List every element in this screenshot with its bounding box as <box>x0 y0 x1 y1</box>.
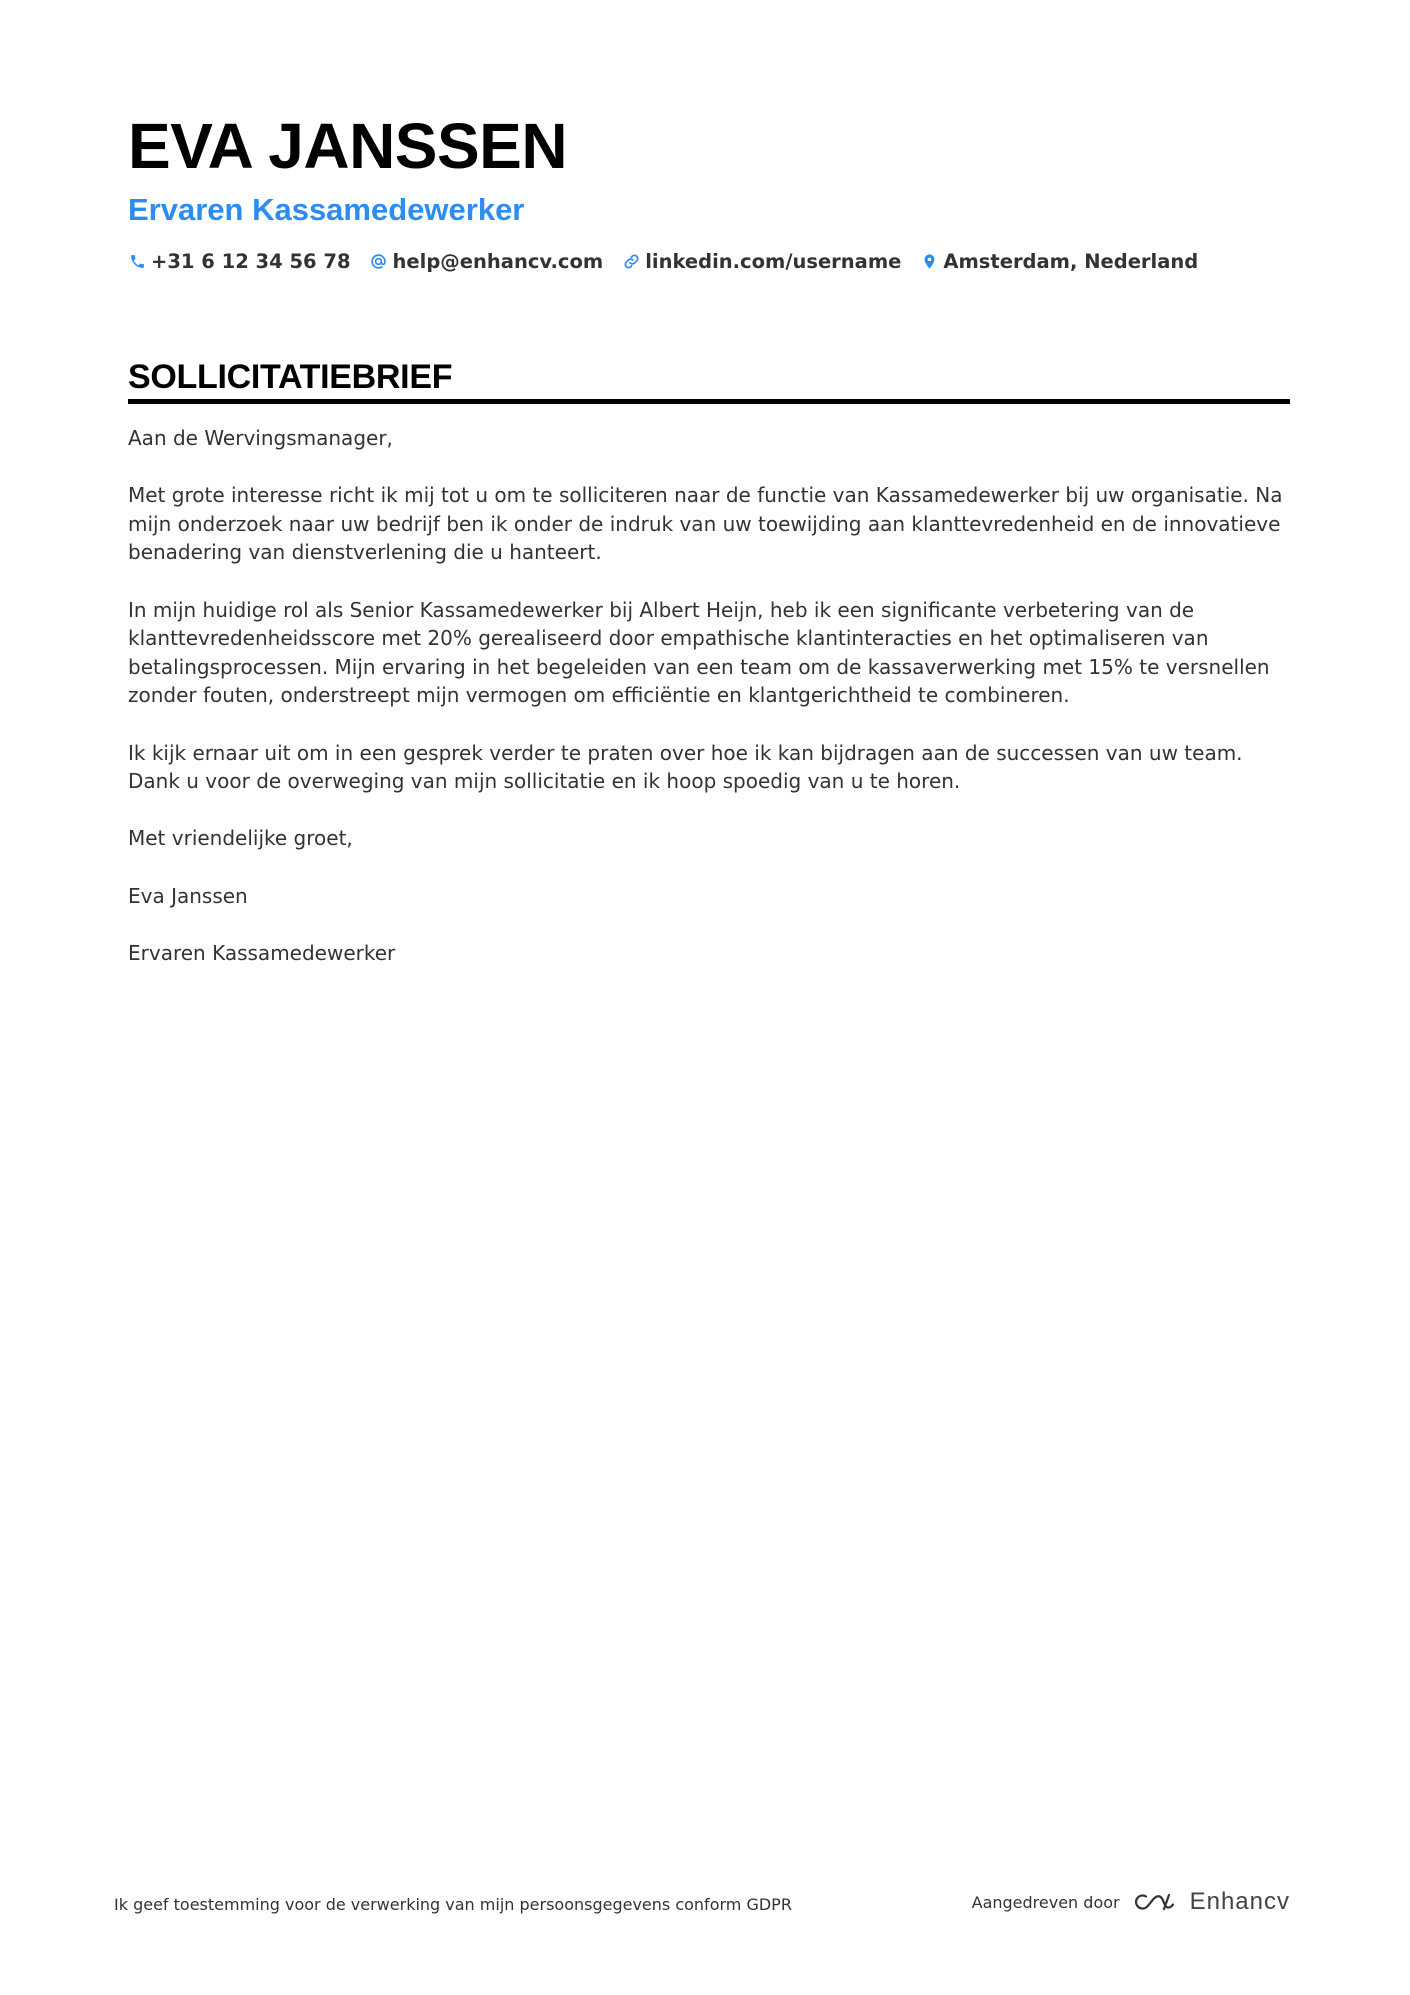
applicant-name: EVA JANSSEN <box>128 110 568 182</box>
letter-paragraph: Ik kijk ernaar uit om in een gesprek verder te praten over hoe ik kan bijdragen aan de successen van uw team. Dank u voor de overweging van mijn sollicitatie en ik hoop spoedig van u te horen. <box>128 740 1243 794</box>
contact-email <box>370 250 604 273</box>
gdpr-consent-text: Ik geef toestemming voor de verwerking van mijn persoonsgegevens conform GDPR <box>114 1895 792 1914</box>
link-icon <box>622 253 640 271</box>
letter-paragraph: Met grote interesse richt ik mij tot u om te solliciteren naar de functie van Kassamedewerker bij uw organisatie. Na mijn onderzoek naar uw bedrijf ben ik onder de indruk van uw toewijding aan klanttevredenheid en de innovatieve benadering van dienstverlening die u hanteert. <box>128 483 1283 565</box>
location-pin-icon <box>920 253 938 271</box>
enhancv-logo-icon <box>1132 1889 1178 1915</box>
contact-phone <box>128 250 351 273</box>
letter-body <box>128 424 1290 967</box>
section-title: SOLLICITATIEBRIEF <box>128 357 1290 404</box>
letter-salutation: Aan de Wervingsmanager, <box>128 426 393 450</box>
letter-signature-role: Ervaren Kassamedewerker <box>128 940 396 965</box>
contact-email-text[interactable]: help@enhancv.com <box>392 250 604 273</box>
enhancv-brand-name[interactable]: Enhancv <box>1189 1888 1290 1915</box>
contact-location <box>920 250 1198 273</box>
letter-signature-name: Eva Janssen <box>128 883 248 908</box>
contact-bar <box>128 250 1290 273</box>
contact-linkedin <box>622 250 901 273</box>
applicant-role: Ervaren Kassamedewerker <box>128 192 525 227</box>
letter-closing: Met vriendelijke groet, <box>128 826 353 851</box>
at-icon <box>370 253 388 271</box>
powered-by-label: Aangedreven door <box>971 1892 1120 1912</box>
letter-paragraph: In mijn huidige rol als Senior Kassamedewerker bij Albert Heijn, heb ik een significante verbetering van de klanttevredenheidsscore met 20% gerealiseerd door empathische klantinteracties en het optimaliseren van betalingsprocessen. Mijn ervaring in het begeleiden van een team om de kassaverwerking met 15% te versnellen zonder fouten, onderstreept mijn vermogen om efficiëntie en klantgerichtheid te combineren. <box>128 597 1270 708</box>
contact-phone-text[interactable]: +31 6 12 34 56 78 <box>151 250 351 273</box>
contact-linkedin-text[interactable]: linkedin.com/username <box>645 250 902 273</box>
contact-location-text: Amsterdam, Nederland <box>943 250 1199 273</box>
powered-by <box>972 1888 1290 1916</box>
phone-icon <box>128 253 146 271</box>
cover-letter-page <box>128 110 1290 996</box>
